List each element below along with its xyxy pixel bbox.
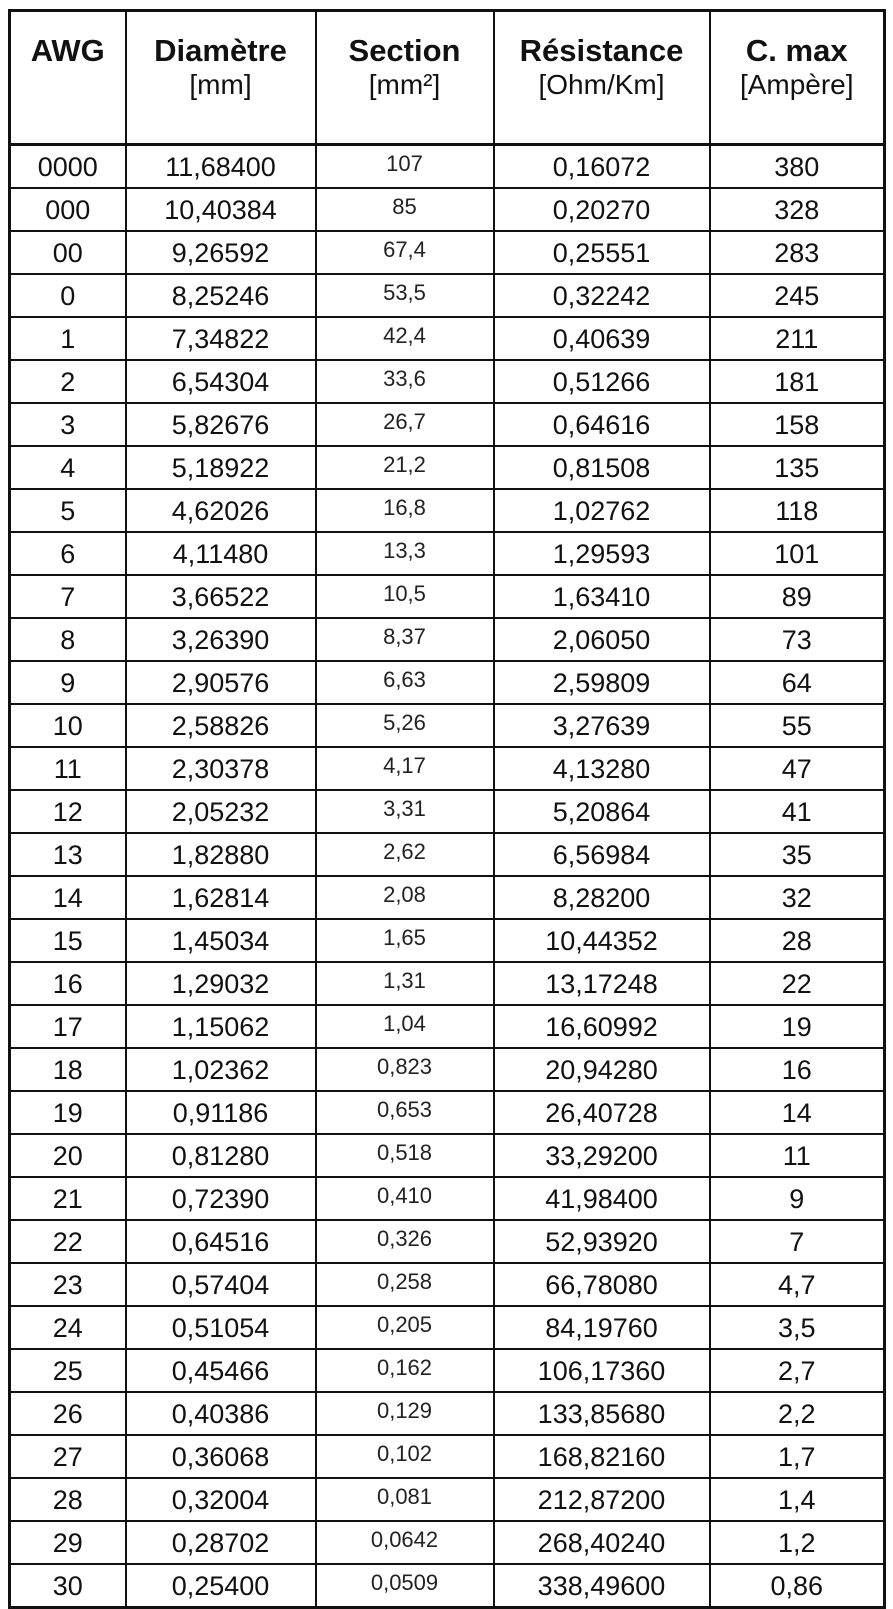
header-unit: [Ohm/Km] [538, 69, 665, 100]
cell-cmax: 2,2 [710, 1392, 885, 1435]
cell-section: 53,5 [316, 274, 494, 317]
cell-awg: 29 [10, 1521, 126, 1564]
cell-awg: 15 [10, 919, 126, 962]
table-row [10, 1521, 885, 1564]
cell-section: 0,0509 [316, 1564, 494, 1608]
cell-resistance: 1,63410 [494, 575, 710, 618]
cell-section: 2,62 [316, 833, 494, 876]
cell-resistance: 0,20270 [494, 188, 710, 231]
cell-diametre: 2,58826 [126, 704, 316, 747]
cell-cmax: 47 [710, 747, 885, 790]
header-diametre [126, 11, 316, 145]
cell-cmax: 328 [710, 188, 885, 231]
table-row [10, 704, 885, 747]
cell-section: 1,04 [316, 1005, 494, 1048]
table-body [10, 145, 885, 1608]
cell-resistance: 52,93920 [494, 1220, 710, 1263]
cell-awg: 1 [10, 317, 126, 360]
cell-cmax: 158 [710, 403, 885, 446]
cell-resistance: 1,02762 [494, 489, 710, 532]
table-row [10, 1564, 885, 1608]
cell-diametre: 9,26592 [126, 231, 316, 274]
cell-awg: 24 [10, 1306, 126, 1349]
table-row [10, 575, 885, 618]
cell-cmax: 64 [710, 661, 885, 704]
cell-cmax: 0,86 [710, 1564, 885, 1608]
cell-awg: 16 [10, 962, 126, 1005]
cell-section: 107 [316, 145, 494, 189]
table-row [10, 1263, 885, 1306]
table-row [10, 618, 885, 661]
cell-resistance: 168,82160 [494, 1435, 710, 1478]
cell-cmax: 380 [710, 145, 885, 189]
cell-resistance: 0,81508 [494, 446, 710, 489]
cell-diametre: 6,54304 [126, 360, 316, 403]
cell-awg: 17 [10, 1005, 126, 1048]
cell-resistance: 268,40240 [494, 1521, 710, 1564]
table-row [10, 1435, 885, 1478]
cell-diametre: 2,05232 [126, 790, 316, 833]
cell-cmax: 73 [710, 618, 885, 661]
cell-awg: 9 [10, 661, 126, 704]
table-row [10, 876, 885, 919]
cell-diametre: 0,91186 [126, 1091, 316, 1134]
header-title: Diamètre [154, 33, 287, 68]
cell-section: 33,6 [316, 360, 494, 403]
cell-cmax: 245 [710, 274, 885, 317]
cell-diametre: 2,90576 [126, 661, 316, 704]
cell-resistance: 13,17248 [494, 962, 710, 1005]
cell-section: 5,26 [316, 704, 494, 747]
cell-resistance: 212,87200 [494, 1478, 710, 1521]
cell-awg: 30 [10, 1564, 126, 1608]
cell-resistance: 6,56984 [494, 833, 710, 876]
cell-awg: 22 [10, 1220, 126, 1263]
table-row [10, 1478, 885, 1521]
cell-resistance: 2,59809 [494, 661, 710, 704]
cell-cmax: 1,7 [710, 1435, 885, 1478]
cell-diametre: 0,57404 [126, 1263, 316, 1306]
cell-resistance: 0,51266 [494, 360, 710, 403]
cell-section: 0,518 [316, 1134, 494, 1177]
header-title: Résistance [519, 33, 684, 68]
table-row [10, 1392, 885, 1435]
cell-cmax: 22 [710, 962, 885, 1005]
cell-section: 1,65 [316, 919, 494, 962]
cell-section: 8,37 [316, 618, 494, 661]
cell-diametre: 8,25246 [126, 274, 316, 317]
cell-resistance: 4,13280 [494, 747, 710, 790]
cell-section: 0,258 [316, 1263, 494, 1306]
cell-awg: 20 [10, 1134, 126, 1177]
cell-diametre: 0,28702 [126, 1521, 316, 1564]
cell-diametre: 1,15062 [126, 1005, 316, 1048]
cell-awg: 6 [10, 532, 126, 575]
cell-resistance: 133,85680 [494, 1392, 710, 1435]
cell-diametre: 3,66522 [126, 575, 316, 618]
cell-diametre: 0,40386 [126, 1392, 316, 1435]
header-unit: [Ampère] [739, 69, 854, 100]
cell-awg: 10 [10, 704, 126, 747]
cell-cmax: 19 [710, 1005, 885, 1048]
header-section [316, 11, 494, 145]
cell-cmax: 3,5 [710, 1306, 885, 1349]
cell-awg: 28 [10, 1478, 126, 1521]
cell-resistance: 33,29200 [494, 1134, 710, 1177]
header-title: C. max [745, 33, 848, 68]
table-row [10, 747, 885, 790]
header-unit: [mm] [189, 69, 252, 100]
cell-awg: 27 [10, 1435, 126, 1478]
cell-awg: 14 [10, 876, 126, 919]
table-row [10, 833, 885, 876]
table-row [10, 1091, 885, 1134]
table-row [10, 274, 885, 317]
cell-resistance: 0,25551 [494, 231, 710, 274]
cell-section: 0,410 [316, 1177, 494, 1220]
table-row [10, 532, 885, 575]
cell-resistance: 16,60992 [494, 1005, 710, 1048]
table-row [10, 1220, 885, 1263]
table-row [10, 231, 885, 274]
cell-cmax: 32 [710, 876, 885, 919]
table-row [10, 403, 885, 446]
cell-resistance: 0,32242 [494, 274, 710, 317]
cell-cmax: 211 [710, 317, 885, 360]
table-row [10, 1048, 885, 1091]
cell-section: 0,653 [316, 1091, 494, 1134]
cell-awg: 21 [10, 1177, 126, 1220]
cell-resistance: 26,40728 [494, 1091, 710, 1134]
cell-resistance: 2,06050 [494, 618, 710, 661]
cell-diametre: 0,72390 [126, 1177, 316, 1220]
cell-cmax: 181 [710, 360, 885, 403]
cell-awg: 12 [10, 790, 126, 833]
cell-cmax: 35 [710, 833, 885, 876]
cell-cmax: 9 [710, 1177, 885, 1220]
table-row [10, 446, 885, 489]
cell-diametre: 10,40384 [126, 188, 316, 231]
cell-resistance: 66,78080 [494, 1263, 710, 1306]
cell-awg: 11 [10, 747, 126, 790]
cell-resistance: 41,98400 [494, 1177, 710, 1220]
cell-cmax: 14 [710, 1091, 885, 1134]
cell-resistance: 10,44352 [494, 919, 710, 962]
cell-diametre: 0,81280 [126, 1134, 316, 1177]
cell-diametre: 0,64516 [126, 1220, 316, 1263]
cell-cmax: 283 [710, 231, 885, 274]
cell-diametre: 7,34822 [126, 317, 316, 360]
cell-section: 0,0642 [316, 1521, 494, 1564]
cell-cmax: 118 [710, 489, 885, 532]
cell-section: 0,129 [316, 1392, 494, 1435]
cell-awg: 000 [10, 188, 126, 231]
cell-resistance: 3,27639 [494, 704, 710, 747]
table-row [10, 1306, 885, 1349]
cell-awg: 25 [10, 1349, 126, 1392]
awg-wire-table [8, 9, 886, 1609]
table-row [10, 1134, 885, 1177]
cell-section: 6,63 [316, 661, 494, 704]
cell-diametre: 2,30378 [126, 747, 316, 790]
table-row [10, 661, 885, 704]
cell-section: 42,4 [316, 317, 494, 360]
cell-awg: 4 [10, 446, 126, 489]
cell-section: 10,5 [316, 575, 494, 618]
cell-resistance: 5,20864 [494, 790, 710, 833]
cell-awg: 3 [10, 403, 126, 446]
awg-table-sheet [8, 9, 883, 1601]
cell-diametre: 4,11480 [126, 532, 316, 575]
cell-cmax: 1,4 [710, 1478, 885, 1521]
cell-awg: 18 [10, 1048, 126, 1091]
cell-awg: 8 [10, 618, 126, 661]
header-resistance [494, 11, 710, 145]
table-row [10, 962, 885, 1005]
cell-resistance: 8,28200 [494, 876, 710, 919]
cell-cmax: 4,7 [710, 1263, 885, 1306]
cell-section: 16,8 [316, 489, 494, 532]
cell-section: 0,326 [316, 1220, 494, 1263]
cell-cmax: 16 [710, 1048, 885, 1091]
cell-cmax: 135 [710, 446, 885, 489]
table-row [10, 1349, 885, 1392]
cell-cmax: 7 [710, 1220, 885, 1263]
table-row [10, 919, 885, 962]
cell-cmax: 11 [710, 1134, 885, 1177]
cell-resistance: 1,29593 [494, 532, 710, 575]
table-row [10, 1177, 885, 1220]
cell-section: 0,081 [316, 1478, 494, 1521]
table-header [10, 11, 885, 145]
cell-section: 85 [316, 188, 494, 231]
cell-awg: 2 [10, 360, 126, 403]
cell-cmax: 55 [710, 704, 885, 747]
cell-diametre: 0,51054 [126, 1306, 316, 1349]
cell-section: 67,4 [316, 231, 494, 274]
cell-resistance: 338,49600 [494, 1564, 710, 1608]
cell-resistance: 20,94280 [494, 1048, 710, 1091]
cell-cmax: 28 [710, 919, 885, 962]
cell-section: 21,2 [316, 446, 494, 489]
cell-diametre: 3,26390 [126, 618, 316, 661]
cell-section: 13,3 [316, 532, 494, 575]
cell-diametre: 5,18922 [126, 446, 316, 489]
cell-resistance: 84,19760 [494, 1306, 710, 1349]
cell-section: 0,205 [316, 1306, 494, 1349]
cell-awg: 00 [10, 231, 126, 274]
cell-section: 2,08 [316, 876, 494, 919]
cell-diametre: 1,45034 [126, 919, 316, 962]
cell-awg: 23 [10, 1263, 126, 1306]
cell-diametre: 1,29032 [126, 962, 316, 1005]
cell-section: 0,102 [316, 1435, 494, 1478]
cell-awg: 7 [10, 575, 126, 618]
cell-awg: 5 [10, 489, 126, 532]
header-awg [10, 11, 126, 145]
header-title: AWG [30, 33, 105, 68]
cell-section: 26,7 [316, 403, 494, 446]
table-row [10, 1005, 885, 1048]
cell-section: 1,31 [316, 962, 494, 1005]
cell-diametre: 1,82880 [126, 833, 316, 876]
header-title: Section [348, 33, 461, 68]
cell-diametre: 11,68400 [126, 145, 316, 189]
cell-diametre: 5,82676 [126, 403, 316, 446]
cell-section: 4,17 [316, 747, 494, 790]
cell-cmax: 101 [710, 532, 885, 575]
table-row [10, 790, 885, 833]
cell-awg: 19 [10, 1091, 126, 1134]
cell-resistance: 106,17360 [494, 1349, 710, 1392]
cell-diametre: 0,25400 [126, 1564, 316, 1608]
cell-resistance: 0,64616 [494, 403, 710, 446]
header-unit: [mm²] [368, 69, 441, 100]
cell-diametre: 0,32004 [126, 1478, 316, 1521]
cell-section: 0,162 [316, 1349, 494, 1392]
cell-cmax: 41 [710, 790, 885, 833]
header-row [10, 11, 885, 145]
cell-resistance: 0,40639 [494, 317, 710, 360]
cell-awg: 26 [10, 1392, 126, 1435]
table-row [10, 145, 885, 189]
cell-cmax: 2,7 [710, 1349, 885, 1392]
header-cmax [710, 11, 885, 145]
cell-awg: 0000 [10, 145, 126, 189]
cell-section: 0,823 [316, 1048, 494, 1091]
cell-awg: 13 [10, 833, 126, 876]
cell-diametre: 0,45466 [126, 1349, 316, 1392]
table-row [10, 489, 885, 532]
cell-cmax: 1,2 [710, 1521, 885, 1564]
cell-diametre: 4,62026 [126, 489, 316, 532]
cell-diametre: 0,36068 [126, 1435, 316, 1478]
table-row [10, 317, 885, 360]
table-row [10, 360, 885, 403]
cell-diametre: 1,02362 [126, 1048, 316, 1091]
cell-resistance: 0,16072 [494, 145, 710, 189]
cell-section: 3,31 [316, 790, 494, 833]
cell-cmax: 89 [710, 575, 885, 618]
cell-awg: 0 [10, 274, 126, 317]
table-row [10, 188, 885, 231]
cell-diametre: 1,62814 [126, 876, 316, 919]
